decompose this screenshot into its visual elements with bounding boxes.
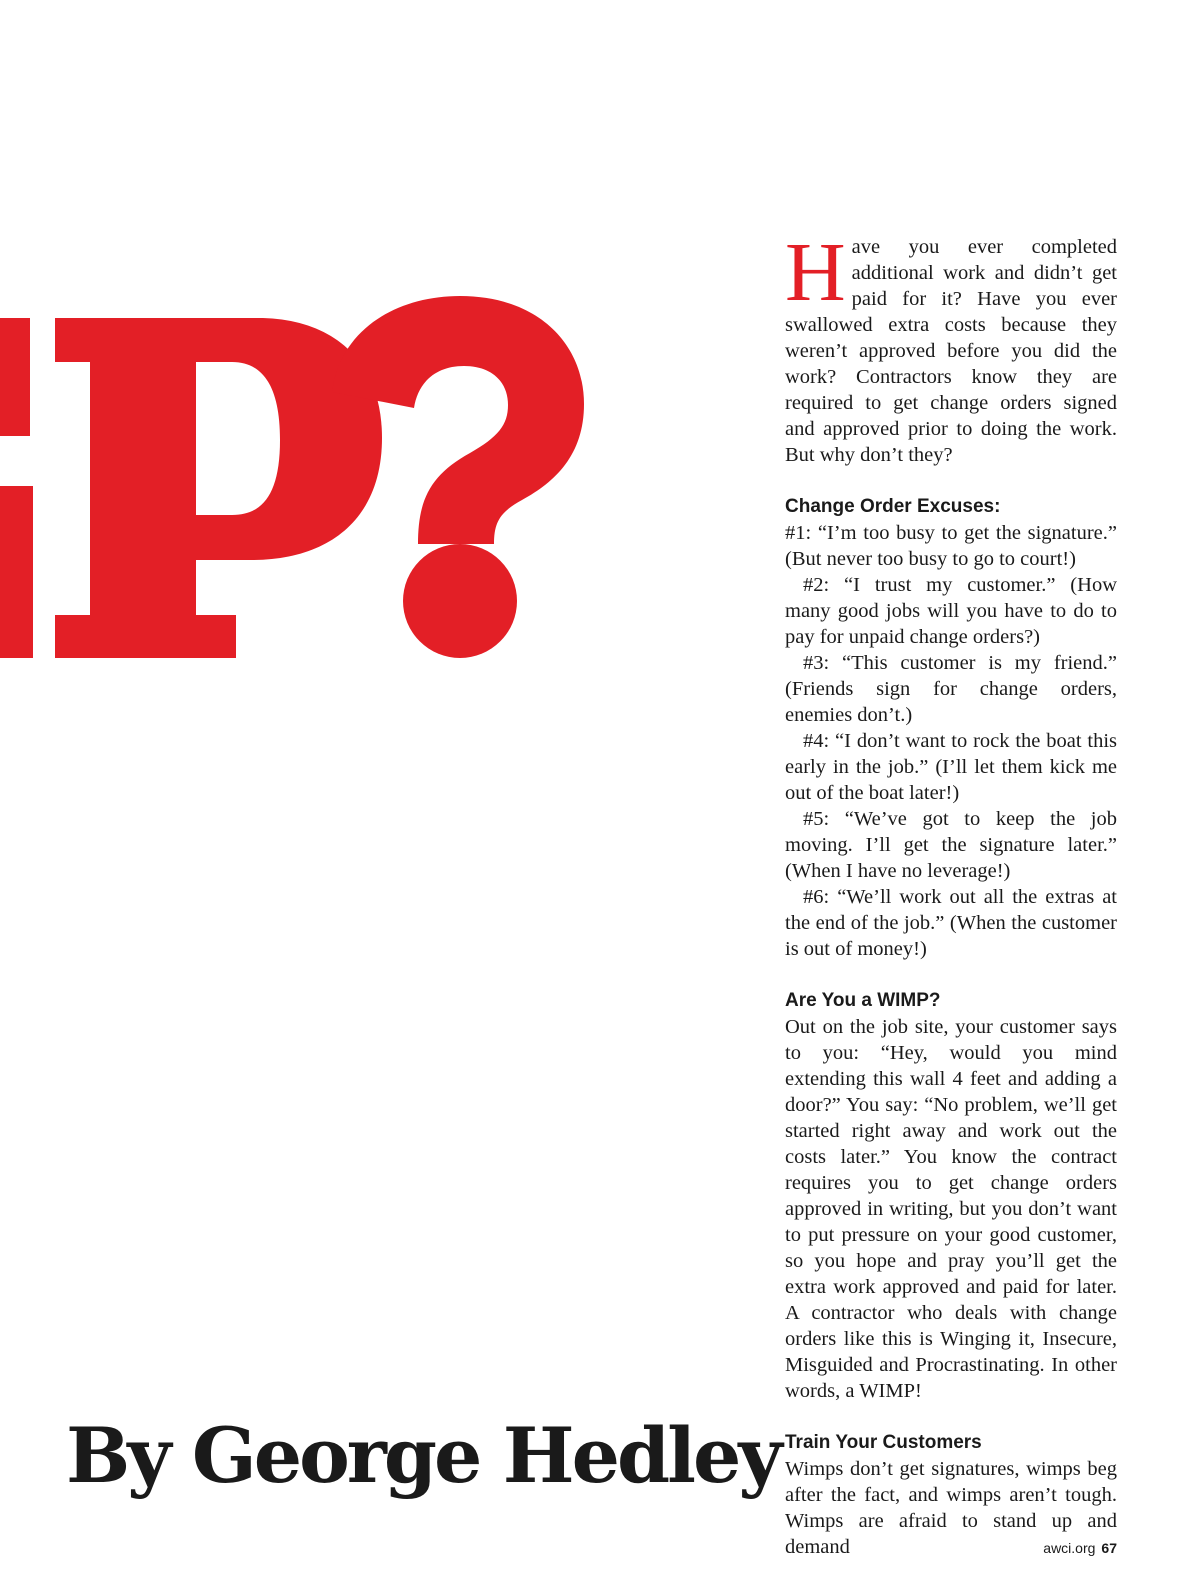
section-heading-wimp: Are You a WIMP? [785, 990, 941, 1011]
intro-paragraph [785, 226, 1117, 468]
page-footer [1043, 1540, 1117, 1556]
article-column [785, 226, 1117, 1560]
excuse-item: #5: “We’ve got to keep the job moving. I’ll get the signature later.” (When I have no leverage!) [785, 808, 1117, 882]
wimp-paragraph: Out on the job site, your customer says to you: “Hey, would you mind extending this wall 4 feet and adding a door?” You say: “No problem, we’ll get started right away and work out the costs later.” You know the contract requires you to get change orders approved in writing, but you don’t want to put pressure on your good customer, so you hope and pray you’ll get the extra work approved and paid for later. A contractor who deals with change orders like this is Winging it, Insecure, Misguided and Procrastinating. In other words, a WIMP! [785, 1016, 1117, 1402]
excuse-item: #1: “I’m too busy to get the signature.” (But never too busy to go to court!) [785, 522, 1117, 570]
excuse-item: #6: “We’ll work out all the extras at the end of the job.” (When the customer is out of money!) [785, 886, 1117, 960]
excuse-item: #4: “I don’t want to rock the boat this early in the job.” (I’ll let them kick me out of the boat later!) [785, 730, 1117, 804]
excuse-item: #2: “I trust my customer.” (How many good jobs will you have to do to pay for unpaid change orders?) [785, 574, 1117, 648]
letter-p [55, 318, 382, 658]
headline-letters [0, 0, 620, 700]
page-number: 67 [1101, 1540, 1117, 1556]
site-url: awci.org [1043, 1540, 1096, 1556]
byline: By George Hedley [66, 1411, 780, 1500]
section-heading-train: Train Your Customers [785, 1432, 982, 1453]
letter-i-fragment [0, 318, 33, 658]
question-dot [403, 544, 517, 658]
section-heading-excuses: Change Order Excuses: [785, 496, 1001, 517]
train-paragraph: Wimps don’t get signatures, wimps beg after the fact, and wimps aren’t tough. Wimps are afraid to stand up and demand [785, 1458, 1117, 1558]
intro-text: ave you ever completed additional work and didn’t get paid for it? Have you ever swallowed extra costs because they weren’t approved before you did the work? Contractors know they are required to get change orders signed and approved prior to doing the work. But why don’t they? [785, 236, 1117, 466]
drop-cap: H [785, 226, 846, 319]
excuse-item: #3: “This customer is my friend.” (Friends sign for change orders, enemies don’t.) [785, 652, 1117, 726]
